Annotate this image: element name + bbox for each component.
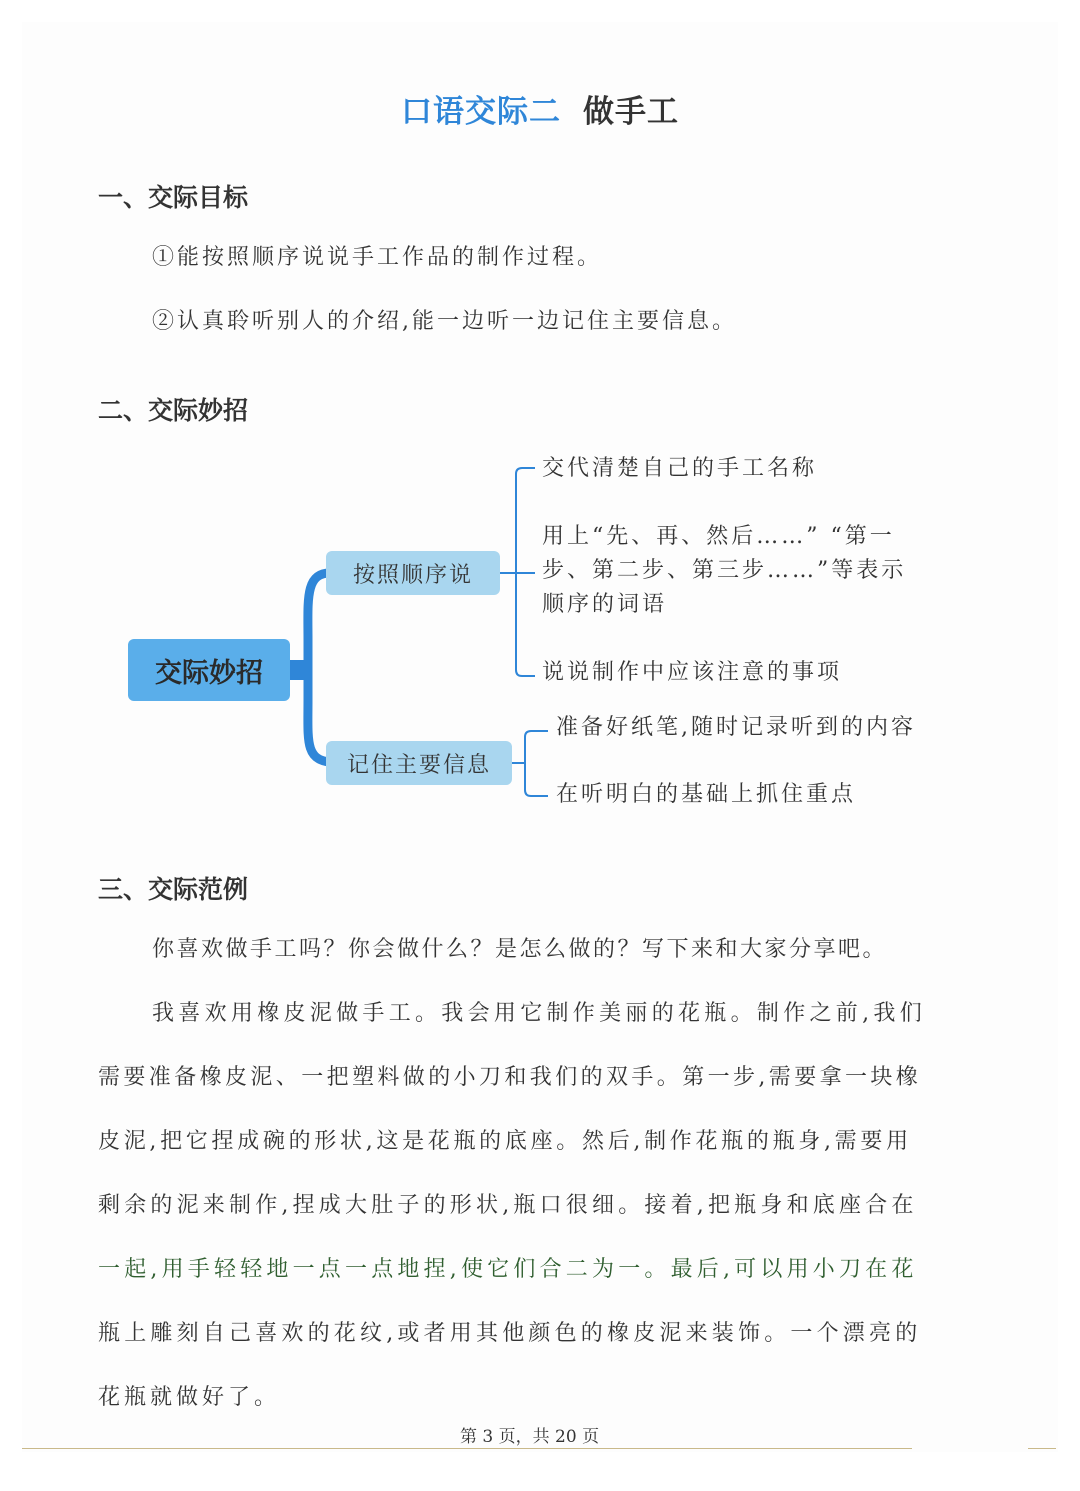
mindmap-branch-info: 记住主要信息 bbox=[326, 741, 512, 785]
mindmap-leaf-key-points: 在听明白的基础上抓住重点 bbox=[556, 782, 857, 807]
title-topic: 做手工 bbox=[583, 94, 679, 130]
mindmap-root-node: 交际妙招 bbox=[128, 639, 290, 701]
example-prompt: 你喜欢做手工吗？你会做什么？是怎么做的？写下来和大家分享吧。 bbox=[152, 937, 888, 962]
example-line-1: 我喜欢用橡皮泥做手工。我会用它制作美丽的花瓶。制作之前,我们 bbox=[152, 1001, 926, 1026]
footer-divider bbox=[22, 1448, 912, 1449]
example-line-5: 一起,用手轻轻地一点一点地捏,使它们合二为一。最后,可以用小刀在花 bbox=[98, 1257, 918, 1282]
example-line-7: 花瓶就做好了。 bbox=[98, 1385, 281, 1410]
mindmap-leaf-take-notes: 准备好纸笔,随时记录听到的内容 bbox=[556, 715, 916, 740]
goal-item-1: ①能按照顺序说说手工作品的制作过程。 bbox=[152, 245, 603, 270]
example-line-6: 瓶上雕刻自己喜欢的花纹,或者用其他颜色的橡皮泥来装饰。一个漂亮的 bbox=[98, 1321, 922, 1346]
page-number: 第 3 页，共 20 页 bbox=[460, 1427, 600, 1447]
mindmap-leaf-sequence-words bbox=[542, 520, 906, 622]
leaf-line-1: 用上“先、再、然后……” “第一 bbox=[542, 524, 895, 549]
example-line-3: 皮泥,把它捏成碗的形状,这是花瓶的底座。然后,制作花瓶的瓶身,需要用 bbox=[98, 1129, 912, 1154]
section-heading-tips: 二、交际妙招 bbox=[98, 396, 249, 425]
mindmap-leaf-name: 交代清楚自己的手工名称 bbox=[542, 456, 818, 481]
section-heading-goals: 一、交际目标 bbox=[98, 183, 249, 212]
title-lesson: 口语交际二 bbox=[401, 94, 561, 130]
mindmap-leaf-precautions: 说说制作中应该注意的事项 bbox=[542, 660, 843, 685]
section-heading-example: 三、交际范例 bbox=[98, 875, 249, 904]
mindmap-branch-order: 按照顺序说 bbox=[326, 551, 500, 595]
goal-item-2: ②认真聆听别人的介绍,能一边听一边记住主要信息。 bbox=[152, 309, 737, 334]
leaf-line-2: 步、第二步、第三步……”等表示 bbox=[542, 558, 907, 583]
example-line-4: 剩余的泥来制作,捏成大肚子的形状,瓶口很细。接着,把瓶身和底座合在 bbox=[98, 1193, 918, 1218]
example-line-2: 需要准备橡皮泥、一把塑料做的小刀和我们的双手。第一步,需要拿一块橡 bbox=[98, 1065, 922, 1090]
footer-divider-right bbox=[1028, 1448, 1056, 1449]
leaf-line-3: 顺序的词语 bbox=[542, 592, 668, 617]
